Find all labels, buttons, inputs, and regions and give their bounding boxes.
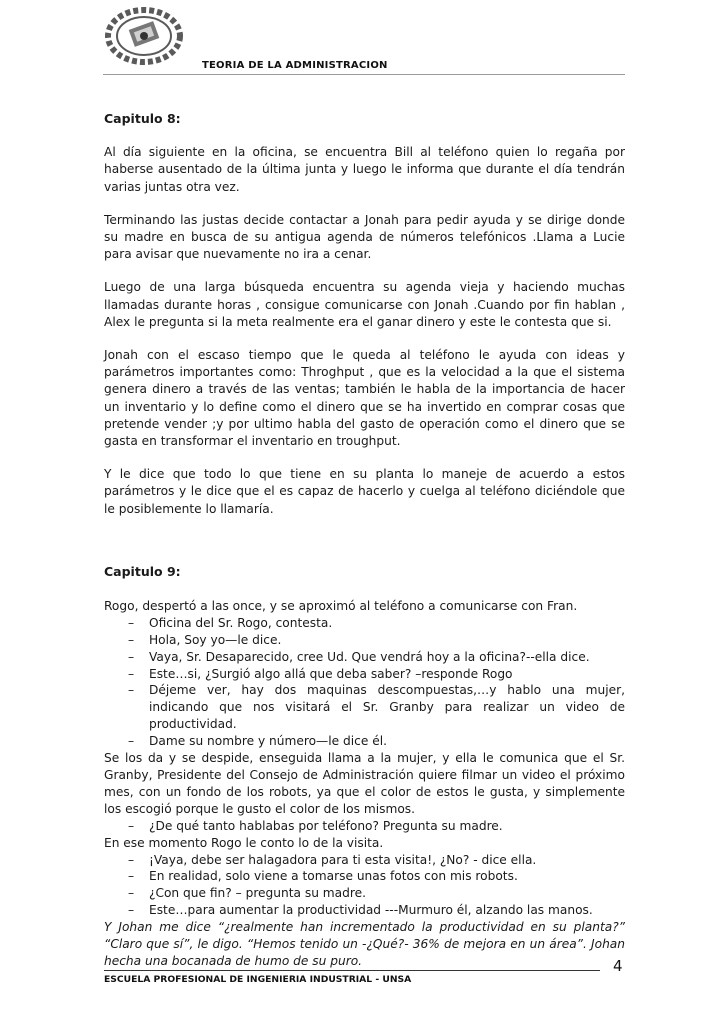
dash-bullet: – — [128, 886, 135, 901]
dialog-line: – Oficina del Sr. Rogo, contesta. — [128, 615, 333, 630]
dialog-line: – Hola, Soy yo—le dice. — [128, 632, 282, 647]
page-number: 4 — [613, 957, 623, 975]
chapter-9-heading: Capitulo 9: — [104, 564, 181, 579]
chapter-8-paragraph: Al día siguiente en la oficina, se encuentra Bill al teléfono quien lo regaña por haberse ausentado de la última junta y luego le informa que durante el día tendrán varias juntas otra vez. — [104, 145, 625, 194]
gear-emblem-icon — [103, 5, 185, 67]
chapter-8-paragraph: Luego de una larga búsqueda encuentra su agenda vieja y haciendo muchas llamadas durante horas , consigue comunicarse con Jonah .Cuando por fin hablan , Alex le pregunta si la meta realmente era el ganar dinero y este le contesta que si. — [104, 280, 625, 329]
chapter-9-paragraph: Se los da y se despide, enseguida llama a la mujer, y ella le comunica que el Sr. Granby, Presidente del Consejo de Administración quiere filmar un video el próximo mes, con un fondo de los robots, ya que el color de estos le gusta, y simplemente los escogió porque le gusto el color de los mismos. — [104, 751, 625, 816]
dialog-line: – ¿Con que fin? – pregunta su madre. — [128, 886, 367, 901]
chapter-8-paragraph: Jonah con el escaso tiempo que le queda al teléfono le ayuda con ideas y parámetros importantes como: Throghput , que es la velocidad a la que el sistema genera dinero a través de las ventas; también le habla de la importancia de hacer un inventario y lo define como el dinero que se ha invertido en comprar cosas que pretende vender ;y por ultimo habla del gasto de operación como el dinero que se gasta en transformar el inventario en troughput. — [104, 348, 625, 449]
dash-bullet: – — [128, 649, 135, 664]
dialog-line: – Vaya, Sr. Desaparecido, cree Ud. Que vendrá hoy a la oficina?--ella dice. — [128, 649, 590, 664]
dash-bullet: – — [128, 632, 135, 647]
dash-bullet: – — [128, 818, 135, 833]
dialog-list — [104, 852, 625, 920]
chapter-9-intro: Rogo, despertó a las once, y se aproximó al teléfono a comunicarse con Fran. — [104, 598, 578, 613]
chapter-9-paragraph: En ese momento Rogo le conto lo de la visita. — [104, 835, 384, 850]
dialog-line: – Dame su nombre y número—le dice él. — [128, 734, 387, 749]
dialog-line: – Este…si, ¿Surgió algo allá que deba saber? –responde Rogo — [128, 666, 513, 681]
dash-bullet: – — [128, 869, 135, 884]
dash-bullet: – — [128, 734, 135, 749]
chapter-9-section — [104, 564, 625, 970]
dash-bullet: – — [128, 683, 135, 698]
dash-bullet: – — [128, 903, 135, 918]
header-title: TEORIA DE LA ADMINISTRACION — [202, 60, 388, 71]
dialog-line: – ¿De qué tanto hablabas por teléfono? Pregunta su madre. — [128, 818, 503, 833]
chapter-8-heading: Capitulo 8: — [104, 111, 181, 126]
dash-bullet: – — [128, 852, 135, 867]
dash-bullet: – — [128, 666, 135, 681]
dialog-list — [104, 818, 625, 835]
dialog-list — [104, 615, 625, 750]
chapter-8-paragraph: Terminando las justas decide contactar a Jonah para pedir ayuda y se dirige donde su madre en busca de su antigua agenda de números telefónicos .Llama a Lucie para avisar que nuevamente no ira a cenar. — [104, 212, 625, 262]
footer-institution: ESCUELA PROFESIONAL DE INGENIERIA INDUSTRIAL - UNSA — [104, 974, 412, 985]
header-divider — [103, 74, 625, 75]
chapter-8-section — [104, 110, 625, 534]
dialog-line: – Este…para aumentar la productividad ---Murmuro él, alzando las manos. — [128, 903, 593, 918]
chapter-8-paragraph: Y le dice que todo lo que tiene en su planta lo maneje de acuerdo a estos parámetros y le dice que el es capaz de hacerlo y cuelga al teléfono diciéndole que le posiblemente lo llamaría. — [104, 467, 625, 516]
footer-divider — [104, 970, 600, 971]
dialog-line: – Déjeme ver, hay dos maquinas descompuestas,…y hablo una mujer, indicando que nos visitará el Sr. Granby para realizar un video de productividad. — [128, 683, 625, 732]
chapter-9-closing: Y Johan me dice “¿realmente han incrementado la productividad en su planta?” “Claro que sí”, le digo. “Hemos tenido un -¿Qué?- 36% de mejora en un área”. Johan hecha una bocanada de humo de su puro. — [104, 920, 625, 968]
dash-bullet: – — [128, 615, 135, 630]
dialog-line: – En realidad, solo viene a tomarse unas fotos con mis robots. — [128, 869, 518, 884]
dialog-line: – ¡Vaya, debe ser halagadora para ti esta visita!, ¿No? - dice ella. — [128, 852, 537, 867]
